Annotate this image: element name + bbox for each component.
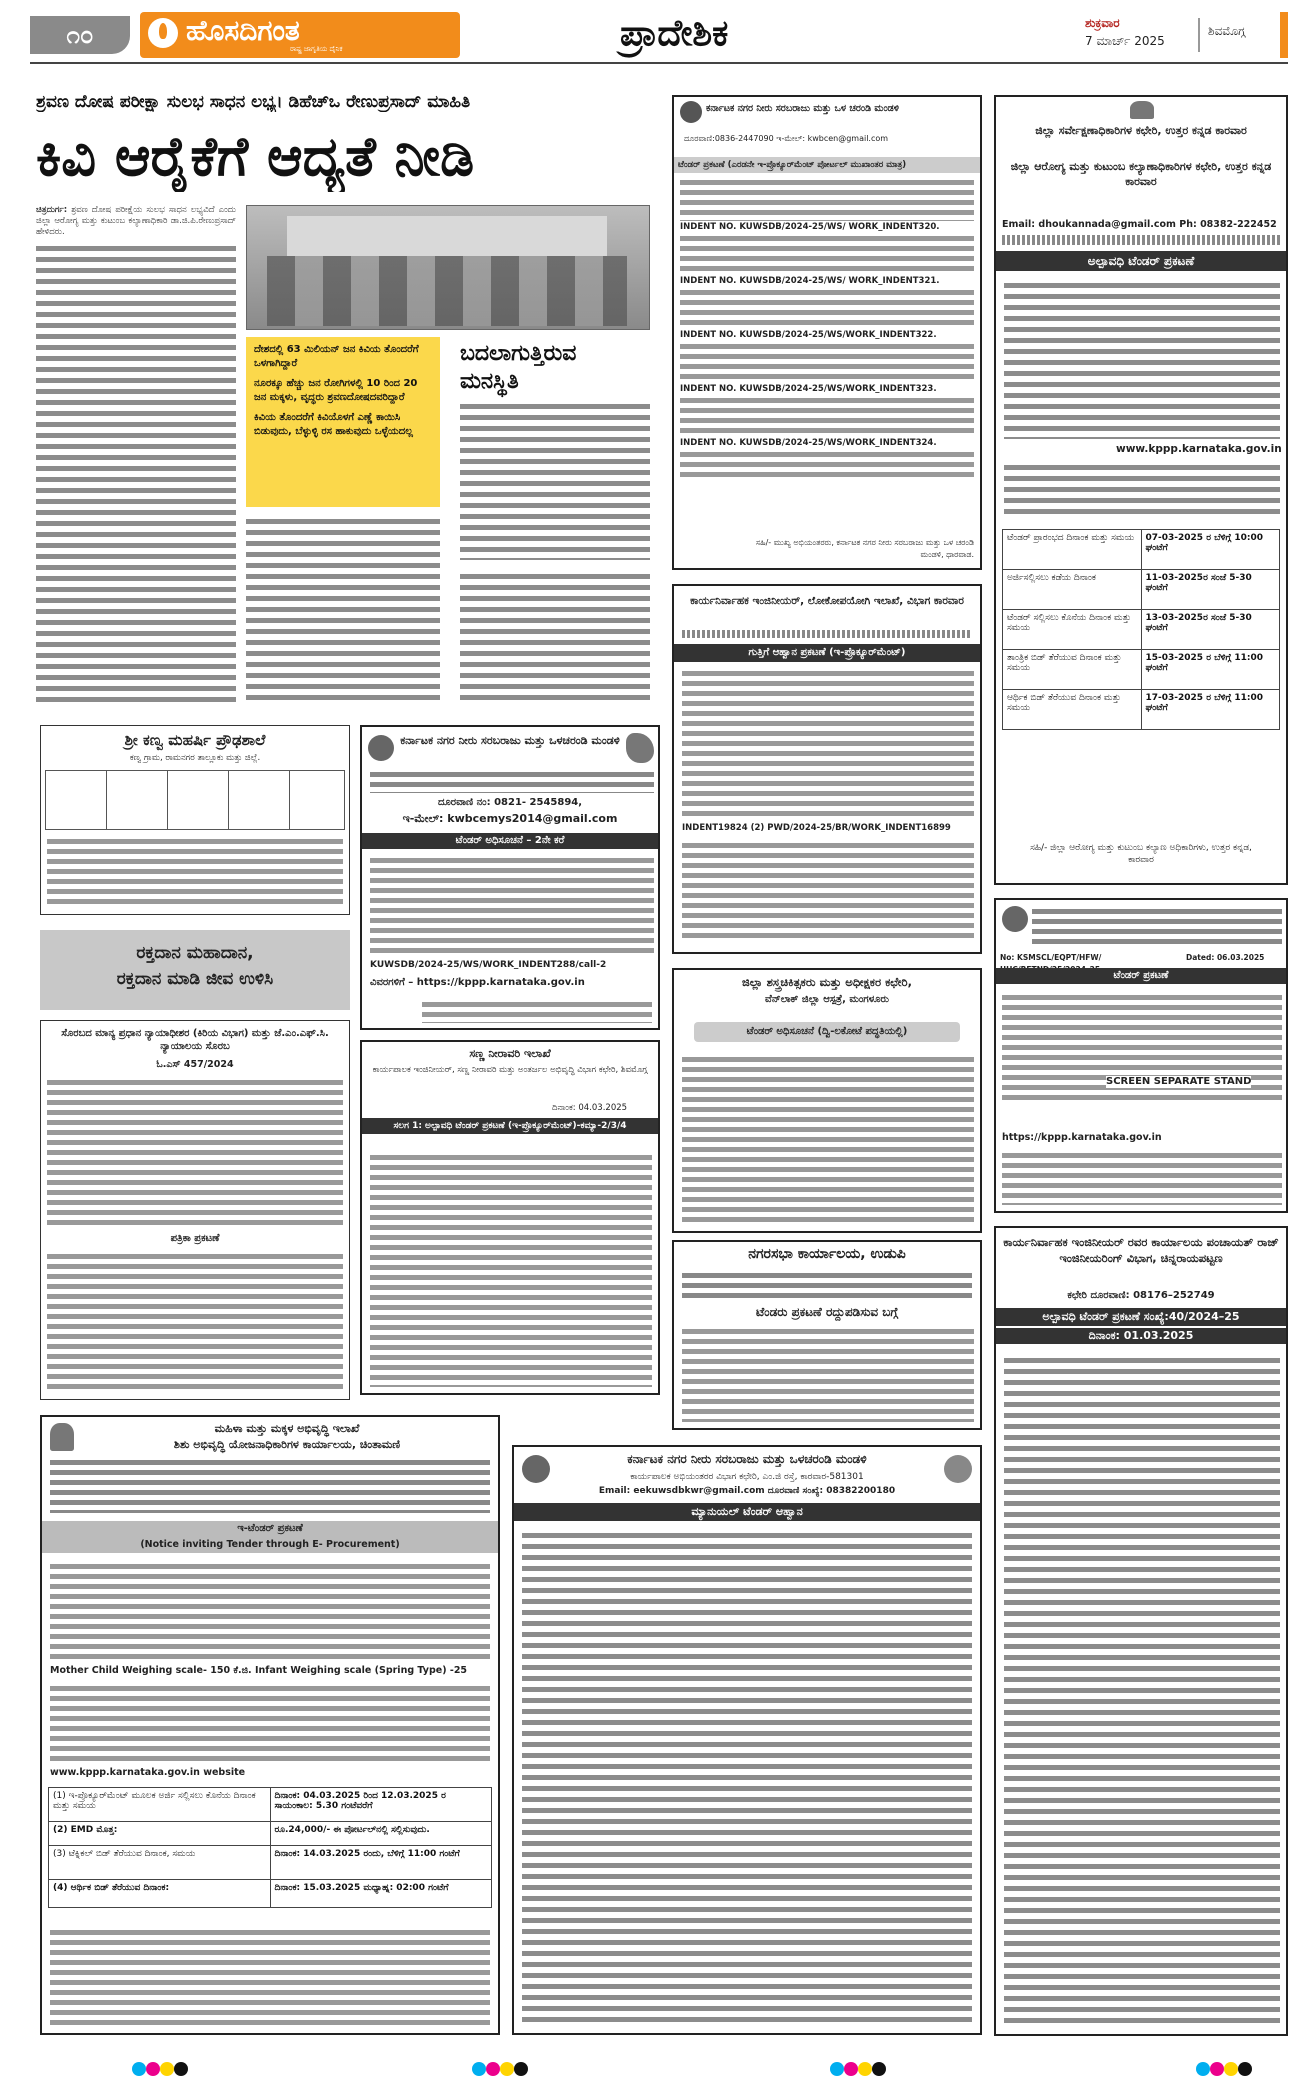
mysuru-sign (422, 999, 652, 1023)
lead-intro (36, 205, 236, 238)
pred-heading: ಅಲ್ಪಾವಧಿ ಟೆಂಡರ್ ಪ್ರಕಟಣೆ ಸಂಖ್ಯೆ:40/2024–25 (996, 1308, 1286, 1326)
pred-body (1004, 1354, 1280, 2024)
filler (680, 449, 974, 479)
indent-5: INDENT NO. KUWSDB/2024-25/WS/WORK_INDENT324. (680, 438, 937, 448)
school-table (45, 770, 345, 830)
ad-kwsdb-dharwad (672, 95, 982, 570)
schedule-value: 07-03-2025 ರ ಬೆಳಿಗ್ಗೆ 10:00 ಘಂಟೆಗೆ (1141, 530, 1280, 570)
table-row (49, 1880, 492, 1908)
ad-court-notice (40, 1020, 350, 1400)
udupi-body (682, 1326, 974, 1422)
mysuru-heading: ಟೆಂಡರ್ ಅಧಿಸೂಚನೆ – 2ನೇ ಕರೆ (362, 833, 658, 849)
mysuru-phone: ದೂರವಾಣಿ ನಂ: 0821- 2545894, (437, 797, 583, 808)
schedule-value: 17-03-2025 ರ ಬೆಳಿಗ್ಗೆ 11:00 ಘಂಟೆಗೆ (1141, 690, 1280, 730)
cdpo-row-value: ದಿನಾಂಕ: 15.03.2025 ಮಧ್ಯಾಹ್ನ: 02:00 ಗಂಟೆಗೆ (270, 1880, 492, 1908)
uk-portal: www.kppp.karnataka.gov.in (1116, 443, 1282, 455)
cdpo-body (50, 1561, 490, 1661)
ksmscl-item: SCREEN SEPARATE STAND (1106, 1076, 1252, 1087)
school-title: ಶ್ರೀ ಕಣ್ವ ಮಹರ್ಷಿ ಪ್ರೌಢಶಾಲೆ (124, 731, 266, 749)
cdpo-items: Mother Child Weighing scale- 150 ಕೆ.ಜಿ. Infant Weighing scale (Spring Type) -25 (50, 1665, 490, 1677)
ksmscl-body-2 (1002, 1150, 1282, 1205)
ad-pwd-karwar (672, 584, 982, 954)
filler (680, 177, 974, 221)
indent-4: INDENT NO. KUWSDB/2024-25/WS/WORK_INDENT323. (680, 384, 937, 394)
lead-dateline: ಚಿತ್ರದುರ್ಗ: (36, 205, 68, 215)
highlight-1: ದೇಶದಲ್ಲಿ 63 ಮಿಲಿಯನ್ ಜನ ಕಿವಿಯ ತೊಂದರೆಗೆ ಒಳಗಾಗಿದ್ದಾರೆ (254, 344, 419, 369)
table-row (49, 1846, 492, 1880)
registration-mark (174, 2062, 188, 2076)
court-heading: ಪತ್ರಿಕಾ ಪ್ರಕಟಣೆ (170, 1233, 220, 1244)
cdpo-row-value: ದಿನಾಂಕ: 14.03.2025 ರಂದು, ಬೆಳಿಗ್ಗೆ 11:00 ಗಂಟೆಗೆ (270, 1846, 492, 1880)
uk-email: Email: dhoukannada@gmail.com Ph: 08382-222452 (1002, 219, 1277, 230)
udupi-address (682, 1270, 972, 1300)
blood-line-2: ರಕ್ತದಾನ ಮಾಡಿ ಜೀವ ಉಳಿಸಿ (116, 969, 274, 989)
filler (680, 287, 974, 329)
mg-body (682, 1054, 974, 1224)
ksmscl-logo-icon (1002, 906, 1028, 932)
lead-body-text (36, 242, 236, 705)
kwsdb-dharwad-title: ಕರ್ನಾಟಕ ನಗರ ನೀರು ಸರಬರಾಜು ಮತ್ತು ಒಳ ಚರಂಡಿ ಮಂಡಳಿ (706, 103, 899, 114)
ad-cdpo-chintamani (40, 1415, 500, 2035)
school-body (47, 836, 343, 906)
cdpo-subtitle: ಶಿಶು ಅಭಿವೃದ್ಧಿ ಯೋಜನಾಧಿಕಾರಿಗಳ ಕಾರ್ಯಾಲಯ, ಚಿಂತಾಮಣಿ (173, 1438, 401, 1451)
mysuru-address (370, 769, 654, 793)
schedule-label: ಟೆಂಡರ್ ಪ್ರಾರಂಭದ ದಿನಾಂಕ ಮತ್ತು ಸಮಯ (1003, 530, 1142, 570)
uk-footer: ಸಹಿ/- ಜಿಲ್ಲಾ ಆರೋಗ್ಯ ಮತ್ತು ಕುಟುಂಬ ಕಲ್ಯಾಣ ಅಧಿಕಾರಿಗಳು, ಉತ್ತರ ಕನ್ನಡ, ಕಾರವಾರ (1030, 843, 1252, 865)
pwd-title: ಕಾರ್ಯನಿರ್ವಾಹಕ ಇಂಜಿನೀಯರ್, ಲೋಕೋಪಯೋಗಿ ಇಲಾಖೆ, ವಿಭಾಗ ಕಾರವಾರ (690, 595, 964, 607)
paper-name: ಹೊಸದಿಗಂತ (186, 14, 300, 47)
section-title: ಪ್ರಾದೇಶಿಕ (620, 12, 729, 54)
cdpo-heading: ಇ-ಟೆಂಡರ್ ಪ್ರಕಟಣೆ (42, 1521, 498, 1537)
table-row (1003, 650, 1280, 690)
court-title: ಸೊರಬದ ಮಾನ್ಯ ಪ್ರಧಾನ ನ್ಯಾಯಾಧೀಶರ (ಕಿರಿಯ ವಿಭಾಗ) ಮತ್ತು ಜೆ.ಎಂ.ಎಫ್.ಸಿ. ನ್ಯಾಯಾಲಯ ಸೊರಬ (61, 1028, 329, 1052)
mysuru-body (370, 855, 654, 955)
masthead-rule (30, 62, 1288, 64)
uk-schedule-table (1002, 529, 1280, 730)
kwsdb-logo-icon (368, 735, 394, 761)
indent-3: INDENT NO. KUWSDB/2024-25/WS/WORK_INDENT322. (680, 330, 937, 340)
ad-udupi (672, 1240, 982, 1430)
cdpo-row-value: ರೂ.24,000/- ಈ ಪೋರ್ಟಲ್‌ನಲ್ಲಿ ಸಲ್ಲಿಸುವುದು. (270, 1822, 492, 1846)
quality-badge-icon (944, 1455, 972, 1483)
cdpo-footer (50, 1927, 490, 2027)
filler (680, 395, 974, 437)
photo-figures (267, 256, 627, 326)
uk-ref-line (1002, 235, 1280, 245)
mysuru-title: ಕರ್ನಾಟಕ ನಗರ ನೀರು ಸರಬರಾಜು ಮತ್ತು ಒಳಚರಂಡಿ ಮಂಡಳಿ (400, 734, 620, 747)
registration-mark (872, 2062, 886, 2076)
uk-title-2: ಜಿಲ್ಲಾ ಆರೋಗ್ಯ ಮತ್ತು ಕುಟುಂಬ ಕಲ್ಯಾಣಾಧಿಕಾರಿಗಳ ಕಛೇರಿ, ಉತ್ತರ ಕನ್ನಡ ಕಾರವಾರ (1010, 160, 1272, 188)
indent-1: INDENT NO. KUWSDB/2024-25/WS/ WORK_INDENT320. (680, 222, 940, 232)
registration-mark (1224, 2062, 1238, 2076)
schedule-label: ಆರ್ಥಿಕ ಬಿಡ್ ತೆರೆಯುವ ದಿನಾಂಕ ಮತ್ತು ಸಮಯ (1003, 690, 1142, 730)
pwd-body-2 (682, 840, 974, 940)
mysuru-portal: ವಿವರಗಳಿಗೆ – https://kppp.karnataka.gov.in (370, 977, 585, 988)
lead-body-middle (246, 515, 440, 705)
court-case: ಓ.ಎಸ್ 457/2024 (156, 1059, 234, 1070)
lead-body-left (36, 205, 236, 705)
registration-mark (830, 2062, 844, 2076)
pwd-heading: ಗುತ್ತಿಗೆ ಆಹ್ವಾನ ಪ್ರಕಟಣೆ (ಇ-ಪ್ರೊಕ್ಯೂರ್‌ಮೆಂಟ್) (674, 644, 980, 662)
registration-mark (472, 2062, 486, 2076)
karwar-body (522, 1529, 972, 2024)
registration-mark (514, 2062, 528, 2076)
registration-mark (844, 2062, 858, 2076)
registration-mark (160, 2062, 174, 2076)
registration-mark (1196, 2062, 1210, 2076)
court-body (47, 1077, 343, 1227)
ad-uttara-kannada (994, 95, 1288, 885)
schedule-value: 15-03-2025 ರ ಬೆಳಿಗ್ಗೆ 11:00 ಘಂಟೆಗೆ (1141, 650, 1280, 690)
ad-mangaluru-hospital (672, 968, 982, 1233)
uk-title-1: ಜಿಲ್ಲಾ ಸರ್ವೇಕ್ಷಣಾಧಿಕಾರಿಗಳ ಕಛೇರಿ, ಉತ್ತರ ಕನ್ನಡ ಕಾರವಾರ (1035, 124, 1247, 137)
lead-highlights-box (246, 337, 440, 507)
table-row (49, 1822, 492, 1846)
registration-mark (858, 2062, 872, 2076)
cdpo-portal: www.kppp.karnataka.gov.in website (50, 1767, 246, 1778)
cdpo-body-2 (50, 1683, 490, 1763)
schedule-label: ಟೆಂಡರ್ ಸಲ್ಲಿಸಲು ಕೊನೆಯ ದಿನಾಂಕ ಮತ್ತು ಸಮಯ (1003, 610, 1142, 650)
schedule-value: 13-03-2025ರ ಸಂಜೆ 5-30 ಘಂಟೆಗೆ (1141, 610, 1280, 650)
cdpo-row-label: (3) ಟೆಕ್ನಿಕಲ್ ಬಿಡ್ ತೆರೆಯುವ ದಿನಾಂಕ, ಸಮಯ (49, 1846, 271, 1880)
ad-kanna-school (40, 725, 350, 915)
pwd-body (682, 668, 974, 818)
pwd-ref (682, 630, 972, 638)
table-row (49, 1788, 492, 1822)
indent-2: INDENT NO. KUWSDB/2024-25/WS/ WORK_INDENT321. (680, 276, 940, 286)
karwar-email: Email: eekuwsdbkwr@gmail.com ದೂರವಾಣಿ ಸಂಖ್ಯೆ: 08382200180 (598, 1486, 896, 1496)
page-number-tab (30, 16, 130, 54)
lead-photo (246, 205, 650, 330)
header-divider (1198, 18, 1200, 52)
udupi-heading: ಟೆಂಡರು ಪ್ರಕಟಣೆ ರದ್ದುಪಡಿಸುವ ಬಗ್ಗೆ (755, 1305, 899, 1319)
karwar-title: ಕರ್ನಾಟಕ ನಗರ ನೀರು ಸರಬರಾಜು ಮತ್ತು ಒಳಚರಂಡಿ ಮಂಡಳಿ (627, 1452, 867, 1466)
ksmscl-address (1032, 906, 1282, 946)
mi-body (370, 1152, 652, 1387)
registration-mark (1210, 2062, 1224, 2076)
kwsdb-dharwad-footer: ಸಹಿ/- ಮುಖ್ಯ ಅಭಿಯಂತರರು, ಕರ್ನಾಟಕ ನಗರ ನೀರು ಸರಬರಾಜು ಮತ್ತು ಒಳ ಚರಂಡಿ ಮಂಡಳಿ, ಧಾರವಾಡ. (755, 538, 974, 559)
cdpo-row-label: (1) ಇ-ಪ್ರೊಕ್ಯೂರ್‌ಮೆಂಟ್ ಮೂಲಕ ಅರ್ಜಿ ಸಲ್ಲಿಸಲು ಕೊನೆಯ ದಿನಾಂಕ ಮತ್ತು ಸಮಯ (49, 1788, 271, 1822)
paper-tagline: ರಾಷ್ಟ್ರ ಜಾಗೃತಿಯ ದೈನಿಕ (290, 45, 343, 53)
masthead-bar (30, 12, 1288, 58)
cdpo-table (48, 1787, 492, 1908)
cdpo-address (50, 1457, 490, 1513)
uk-heading: ಅಲ್ಪಾವಧಿ ಟೆಂಡರ್ ಪ್ರಕಟಣೆ (996, 251, 1286, 271)
udupi-title: ನಗರಸಭಾ ಕಾರ್ಯಾಲಯ, ಉಡುಪಿ (748, 1246, 906, 1262)
header-city: ಶಿವಮೊಗ್ಗ (1208, 24, 1246, 38)
mi-date: ದಿನಾಂಕ: 04.03.2025 (552, 1103, 628, 1113)
ad-kwsdb-mysuru (360, 725, 660, 1030)
lead-sidebar-title: ಬದಲಾಗುತ್ತಿರುವ ಮನಸ್ಥಿತಿ (460, 341, 577, 394)
schedule-value: 11-03-2025ರ ಸಂಜೆ 5-30 ಘಂಟೆಗೆ (1141, 570, 1280, 610)
cdpo-title: ಮಹಿಳಾ ಮತ್ತು ಮಕ್ಕಳ ಅಭಿವೃದ್ಧಿ ಇಲಾಖೆ (214, 1422, 360, 1435)
lead-headline: ಕಿವಿ ಆರೈಕೆಗೆ ಆದ್ಯತೆ ನೀಡಿ (36, 125, 475, 188)
kwsdb-dharwad-notice: ಟೆಂಡರ್ ಪ್ರಕಟಣೆ (ಎರಡನೇ ಇ-ಪ್ರೊಕ್ಯೂರ್‌ಮೆಂಟ್ ಪೋರ್ಟಲ್ ಮುಖಾಂತರ ಮಾತ್ರ) (674, 157, 980, 173)
karwar-heading: ಮ್ಯಾನುಯಲ್ ಟೆಂಡರ್ ಆಹ್ವಾನ (514, 1503, 980, 1521)
highlight-2: ನೂರಕ್ಕೂ ಹೆಚ್ಚು ಜನ ರೋಗಿಗಳಲ್ಲಿ 10 ರಿಂದ 20 ಜನ ಮಕ್ಕಳು, ವೃದ್ಧರು ಶ್ರವಣದೋಷದವರಿದ್ದಾರೆ (254, 378, 418, 403)
kwsdb-logo-icon (522, 1455, 550, 1483)
table-row (1003, 610, 1280, 650)
school-subtitle: ಕಣ್ವ ಗ್ರಾಮ, ರಾಮನಗರ ತಾಲ್ಲೂಕು ಮತ್ತು ಜಿಲ್ಲೆ. (129, 753, 261, 763)
table-row (1003, 570, 1280, 610)
header-day: ಶುಕ್ರವಾರ (1085, 16, 1120, 30)
table-row (1003, 690, 1280, 730)
uk-body-2 (1004, 461, 1280, 519)
lead-body-start: ಶ್ರವಣ ದೋಷ ಪರೀಕ್ಷೆಯ ಸುಲಭ ಸಾಧನ ಲಭ್ಯವಿದೆ ಎಂದು ಜಿಲ್ಲಾ ಆರೋಗ್ಯ ಮತ್ತು ಕುಟುಂಬ ಕಲ್ಯಾಣಾಧಿಕಾರಿ ಡಾ.ಜಿ.ಪಿ.ರೇಣುಪ್ರಸಾದ್ ಹೇಳಿದರು. (36, 205, 236, 237)
blood-line-1: ರಕ್ತದಾನ ಮಹಾದಾನ, (136, 943, 254, 963)
lead-body-right (460, 570, 650, 705)
mi-heading: ಸಲಗ 1: ಅಲ್ಪಾವಧಿ ಟೆಂಡರ್ ಪ್ರಕಟಣೆ (ಇ-ಪ್ರೊಕ್ಯೂರ್‌ಮೆಂಟ್)-ಕಮ್ಯಾ-2/3/4 (362, 1118, 658, 1134)
ksmscl-notice-no: No: KSMSCL/EQPT/HFW/ (1000, 953, 1102, 962)
court-body-2 (47, 1251, 343, 1391)
mg-title: ಜಿಲ್ಲಾ ಶಸ್ತ್ರಚಿಕಿತ್ಸಕರು ಮತ್ತು ಅಧೀಕ್ಷಕರ ಕಛೇರಿ, (742, 975, 912, 989)
highlight-3: ಕಿವಿಯ ತೊಂದರೆಗೆ ಕಿವಿಯೊಳಗೆ ಎಣ್ಣೆ ಕಾಯಿಸಿ ಬಿಡುವುದು, ಬೆಳ್ಳುಳ್ಳಿ ರಸ ಹಾಕುವುದು ಒಳ್ಳೆಯದಲ್ಲ (254, 412, 413, 437)
registration-mark (486, 2062, 500, 2076)
ad-blood-donation (40, 930, 350, 1010)
ad-pred-channarayapatna (994, 1226, 1288, 2036)
lamp-logo-flame (159, 23, 167, 39)
uk-body (1004, 279, 1280, 439)
lead-kicker: ಶ್ರವಣ ದೋಷ ಪರೀಕ್ಷಾ ಸುಲಭ ಸಾಧನ ಲಭ್ಯ। ಡಿಹೆಚ್‌ಒ ರೇಣುಪ್ರಸಾದ್ ಮಾಹಿತಿ (36, 92, 471, 112)
ksmscl-date: Dated: 06.03.2025 (1186, 953, 1265, 962)
karnataka-emblem-icon (1130, 101, 1154, 119)
mysuru-email: ಇ-ಮೇಲ್: kwbcemys2014@gmail.com (402, 812, 618, 825)
paper-logo (140, 12, 460, 58)
filler (680, 341, 974, 383)
photo-banner (287, 216, 607, 256)
cdpo-row-value: ದಿನಾಂಕ: 04.03.2025 ರಿಂದ 12.03.2025 ರ ಸಾಯಂಕಾಲ: 5.30 ಗಂಟೆವರೆಗೆ (270, 1788, 492, 1822)
mg-heading: ಟೆಂಡರ್ ಅಧಿಸೂಚನೆ (ದ್ವಿ-ಲಕೋಟೆ ಪದ್ಧತಿಯಲ್ಲಿ) (694, 1022, 960, 1042)
schedule-label: ಅರ್ಜಿಸಲ್ಲಿಸಲು ಕಡೆಯ ದಿನಾಂಕ (1003, 570, 1142, 610)
ad-minor-irrigation (360, 1040, 660, 1395)
header-accent-stripe (1280, 12, 1288, 58)
registration-mark (132, 2062, 146, 2076)
pred-title: ಕಾರ್ಯನಿರ್ವಾಹಕ ಇಂಜಿನೀಯರ್ ರವರ ಕಾರ್ಯಾಲಯ ಪಂಚಾಯತ್ ರಾಜ್ ಇಂಜಿನೀಯರಿಂಗ್ ವಿಭಾಗ, ಚಿನ್ನರಾಯಪಟ್ಟಣ (1003, 1235, 1279, 1265)
registration-mark (500, 2062, 514, 2076)
page-number: ೧೦ (66, 21, 94, 49)
filler (680, 233, 974, 275)
pwd-indent: INDENT19824 (2) PWD/2024-25/BR/WORK_INDENT16899 (682, 823, 951, 833)
karwar-subtitle: ಕಾರ್ಯಪಾಲಕ ಅಭಿಯಂತರರ ವಿಭಾಗ ಕಛೇರಿ, ಎಂ.ಜಿ ರಸ್ತೆ, ಕಾರವಾರ-581301 (630, 1472, 864, 1482)
kwsdb-dharwad-body (680, 177, 974, 537)
header-date: 7 ಮಾರ್ಚ್ 2025 (1085, 34, 1165, 48)
lead-sidebar-text (460, 400, 650, 560)
ksmscl-heading: ಟೆಂಡರ್ ಪ್ರಕಟಣೆ (996, 968, 1286, 984)
cdpo-subheading: (Notice inviting Tender through E- Procurement) (42, 1537, 498, 1553)
kwsdb-logo-icon (680, 101, 702, 123)
registration-mark (146, 2062, 160, 2076)
ksmscl-portal: https://kppp.karnataka.gov.in (1002, 1132, 1162, 1143)
mysuru-indent: KUWSDB/2024-25/WS/WORK_INDENT288/call-2 (370, 960, 607, 970)
cdpo-row-label: (2) EMD ಮೊತ್ತ: (49, 1822, 271, 1846)
ad-kwsdb-karwar (512, 1445, 982, 2035)
ad-ksmscl (994, 898, 1288, 1213)
karnataka-map-icon (626, 733, 654, 763)
karnataka-emblem-icon (50, 1423, 74, 1451)
cdpo-row-label: (4) ಆರ್ಥಿಕ ಬಿಡ್ ತೆರೆಯುವ ದಿನಾಂಕ: (49, 1880, 271, 1908)
table-row (1003, 530, 1280, 570)
mi-subtitle: ಕಾರ್ಯಪಾಲಕ ಇಂಜಿನೀಯರ್, ಸಣ್ಣ ನೀರಾವರಿ ಮತ್ತು ಅಂತರ್ಜಲ ಅಭಿವೃದ್ಧಿ ವಿಭಾಗ ಕಛೇರಿ, ಶಿವಮೊಗ್ಗ (372, 1065, 648, 1075)
pred-phone: ಕಛೇರಿ ದೂರವಾಣಿ: 08176–252749 (1067, 1290, 1215, 1301)
kwsdb-dharwad-phone: ದೂರವಾಣಿ:0836-2447090 ಇ-ಮೇಲ್: kwbcen@gmail.com (684, 134, 889, 143)
registration-mark (1238, 2062, 1252, 2076)
pred-date: ದಿನಾಂಕ: 01.03.2025 (996, 1328, 1286, 1344)
mg-subtitle: ವೆನ್‌ಲಾಕ್ ಜಿಲ್ಲಾ ಆಸ್ಪತ್ರೆ, ಮಂಗಳೂರು (765, 994, 889, 1005)
schedule-label: ತಾಂತ್ರಿಕ ಬಿಡ್ ತೆರೆಯುವ ದಿನಾಂಕ ಮತ್ತು ಸಮಯ (1003, 650, 1142, 690)
mi-title: ಸಣ್ಣ ನೀರಾವರಿ ಇಲಾಖೆ (469, 1047, 551, 1060)
